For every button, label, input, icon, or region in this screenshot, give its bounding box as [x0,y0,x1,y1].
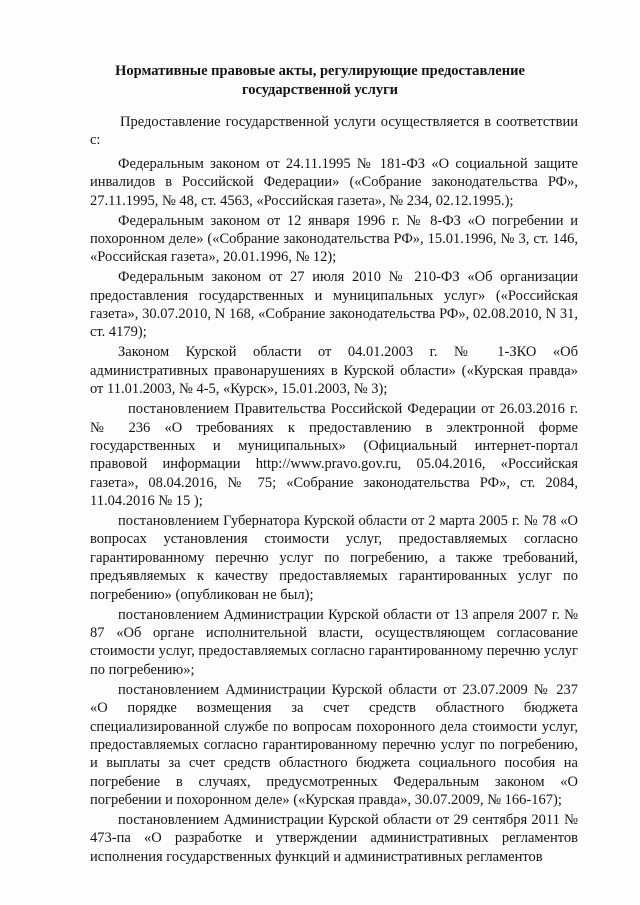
law-paragraph-government-236: постановлением Правительства Российской Федерации от 26.03.2016 г. № 236 «О требованиях к предоставлению в электронной форме государственных и муниципальных» (Официальный интернет-портал правовой информации http://www.pravo.gov.ru, 05.04.2016, «Российская газета», 08.04.2016, № 75; «Собрание законодательства РФ», ст. 2084, 11.04.2016 № 15 ); [90,401,578,510]
law-paragraph-administration-473: постановлением Администрации Курской области от 29 сентября 2011 № 473-па «О разработке и утверждении административных регламентов исполнения государственных функций и административных регламентов [90,812,578,865]
law-paragraph-federal-8: Федеральным законом от 12 января 1996 г. № 8-ФЗ «О погребении и похоронном деле» («Собрание законодательства РФ», 15.01.1996, № 3, ст. 146, «Российская газета», 20.01.1996, № 12); [90,212,578,266]
intro-paragraph: Предоставление государственной услуги осуществляется в соответствии с: [90,114,578,149]
law-paragraph-administration-237: постановлением Администрации Курской области от 23.07.2009 № 237 «О порядке возмещения за счет средств областного бюджета специализированной службе по вопросам похоронного дела стоимости услуг, предоставляемых согласно гарантированному перечню услуг по погребению, и выплаты за счет средств областного бюджета социального пособия на погребение в случаях, предусмотренных Федеральным законом «О погребении и похоронном деле» («Курская правда», 30.07.2009, № 166-167); [90,681,578,809]
document-body [90,113,578,868]
document-title: Нормативные правовые акты, регулирующие предоставление государственной услуги [115,63,525,98]
law-paragraph-governor-78: постановлением Губернатора Курской области от 2 марта 2005 г. № 78 «О вопросах установления стоимости услуг, предоставляемых согласно гарантированному перечню услуг по погребению, а также требований, предъявляемых к качеству предоставляемых гарантированных услуг по погребению» (опубликован не был); [90,513,578,603]
law-paragraph-administration-87: постановлением Администрации Курской области от 13 апреля 2007 г. № 87 «Об органе исполнительной власти, осуществляющем согласование стоимости услуг, предоставляемых согласно гарантированному перечню услуг по погребению»; [90,606,578,678]
law-paragraph-kursk-1zko: Законом Курской области от 04.01.2003 г. № 1-ЗКО «Об административных правонарушениях в Курской области» («Курская правда» от 11.01.2003, № 4-5, «Курск», 15.01.2003, № 3); [90,344,578,398]
law-paragraph-federal-181: Федеральным законом от 24.11.1995 № 181-ФЗ «О социальной защите инвалидов в Российской Федерации» («Собрание законодательства РФ», 27.11.1995, № 48, ст. 4563, «Российская газета», № 234, 02.12.1995.); [90,155,578,209]
law-paragraph-federal-210: Федеральным законом от 27 июля 2010 № 210-ФЗ «Об организации предоставления государственных и муниципальных услуг» («Российская газета», 30.07.2010, N 168, «Собрание законодательства РФ», 02.08.2010, N 31, ст. 4179); [90,269,578,341]
